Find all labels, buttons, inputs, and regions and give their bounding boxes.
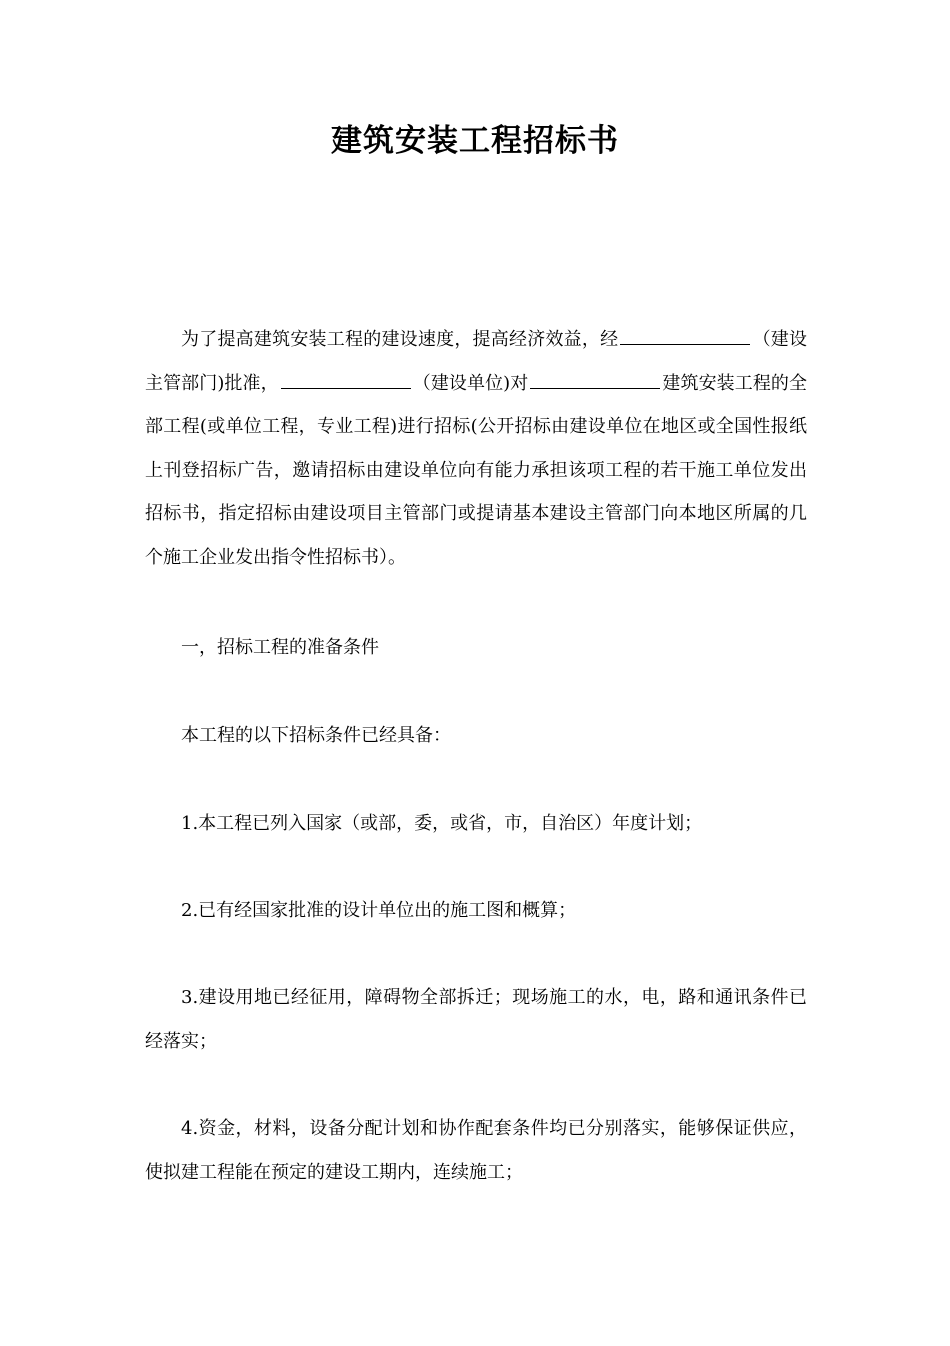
document-title: 建筑安装工程招标书 (331, 123, 619, 159)
section-heading: 一，招标工程的准备条件 (181, 637, 379, 658)
condition-item: 1.本工程已列入国家（或部，委，或省，市，自治区）年度计划； (181, 813, 703, 834)
condition-item: 3.建设用地已经征用，障碍物全部拆迁；现场施工的水，电，路和通讯条件已经落实； (145, 987, 807, 1052)
intro-paragraph (145, 318, 807, 579)
blank-builder-line (281, 369, 411, 389)
intro-text-2: （建设主管部门)批准， (145, 329, 808, 394)
section-lead: 本工程的以下招标条件已经具备： (181, 725, 451, 746)
intro-text-1: 为了提高建筑安装工程的建设速度，提高经济效益，经 (181, 329, 619, 350)
intro-text-3: （建设单位)对 (412, 372, 529, 394)
blank-project-line (530, 369, 660, 389)
condition-item: 4.资金，材料，设备分配计划和协作配套条件均已分别落实，能够保证供应，使拟建工程能在预定的建设工期内，连续施工； (145, 1118, 807, 1183)
condition-item: 2.已有经国家批准的设计单位出的施工图和概算； (181, 900, 577, 921)
blank-authority-line (620, 325, 750, 345)
intro-text-4: 建筑安装工程的全部工程(或单位工程，专业工程)进行招标(公开招标由建设单位在地区或全国性报纸上刊登招标广告，邀请招标由建设单位向有能力承担该项工程的若干施工单位发出招标书，指定招标由建设项目主管部门或提请基本建设主管部门向本地区所属的几个施工企业发出指令性招标书）。 (145, 372, 807, 568)
